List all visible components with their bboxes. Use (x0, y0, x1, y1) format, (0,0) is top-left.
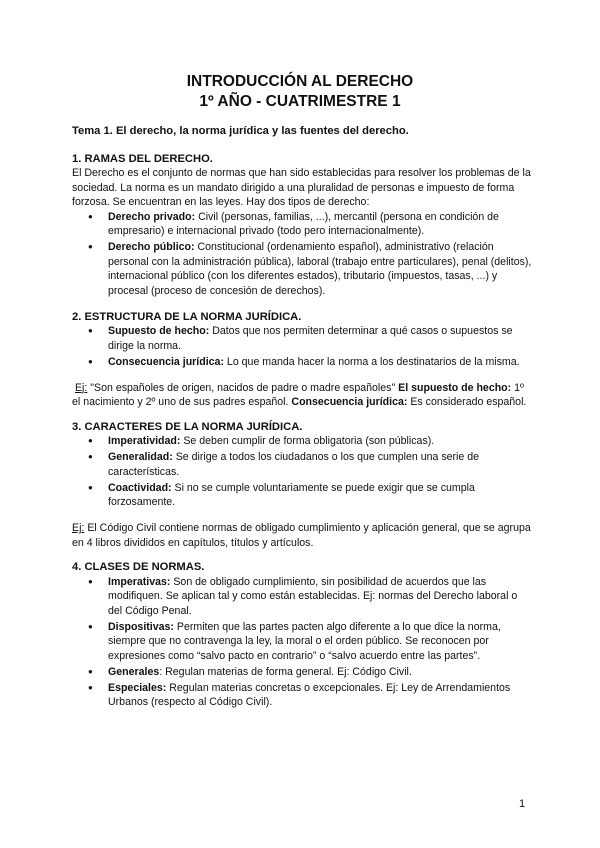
list-item-text: Lo que manda hacer la norma a los destinatarios de la misma. (223, 355, 520, 368)
list-item-text: Se deben cumplir de forma obligatoria (son públicas). (180, 435, 435, 447)
list-item-text: Se dirige a todos los ciudadanos o los que cumplen una serie de características. (108, 451, 480, 478)
example-label: Ej: (74, 381, 88, 394)
section-heading-clases: 4. CLASES DE NORMAS. (72, 561, 205, 573)
list-item-term: Generales (108, 665, 160, 678)
bullet-list-clases (72, 575, 534, 710)
list-item-text: Si no se cumple voluntariamente se puede exigir que se cumpla forzosamente. (108, 481, 475, 508)
bullet-list-estructura (72, 324, 534, 369)
section-intro-paragraph: El Derecho es el conjunto de normas que han sido establecidas para resolver los problemas de la sociedad. La norma es un mandato dirigido a una pluralidad de personas e impuesto de forma forzosa. Se encuentran en las leyes. Hay dos tipos de derecho: (72, 167, 531, 208)
list-item-text: : Regulan materias de forma general. Ej: Código Civil. (159, 665, 412, 678)
list-item (108, 481, 534, 510)
section-heading-caracteres: 3. CARACTERES DE LA NORMA JURÍDICA. (72, 420, 303, 433)
list-item-term: Imperativas: (108, 575, 171, 588)
example-quote: "Son españoles de origen, nacidos de padre o madre españoles" (87, 381, 399, 394)
list-item-text: Permiten que las partes pacten algo diferente a lo que dice la norma, siempre que no contravenga la ley, la moral o el orden público. Se reconocen por expresiones como “salvo pacto en contrario” o “salvo acuerdo entre las partes”. (108, 620, 501, 662)
section-heading-estructura: 2. ESTRUCTURA DE LA NORMA JURÍDICA. (72, 310, 302, 323)
list-item-term: Especiales: (108, 681, 167, 694)
list-item (108, 665, 534, 680)
list-item-term: Dispositivas: (108, 620, 174, 633)
example-paragraph (72, 381, 534, 410)
list-item-text: Son de obligado cumplimiento, sin posibilidad de acuerdos que las modifiquen. Se aplican tal y como están establecidas. Ej: normas del Derecho laboral o del Código Penal. (108, 575, 518, 617)
list-item-term: Coactividad: (108, 481, 172, 494)
list-item-term: Generalidad: (108, 451, 173, 463)
bullet-list-ramas (72, 210, 534, 299)
list-item-term: Derecho privado: (108, 210, 196, 223)
list-item-text: Civil (personas, familias, ...), mercantil (persona en condición de empresario) e internacional privado (todo pero internacionalmente). (108, 210, 499, 237)
example-text: 1º el nacimiento y 2º uno de sus padres español. (72, 381, 524, 408)
list-item-term: Derecho público: (108, 241, 195, 253)
list-item-text: Regulan materias concretas o excepcionales. Ej: Ley de Arrendamientos Urbanos (respecto al Código Civil). (108, 681, 511, 708)
list-item (108, 355, 534, 370)
list-item (108, 210, 534, 239)
example-term: El supuesto de hecho: (398, 381, 512, 394)
example-label: Ej: (72, 522, 85, 534)
list-item (108, 324, 534, 353)
section-heading-ramas: 1. RAMAS DEL DERECHO. (72, 152, 213, 165)
document-title: INTRODUCCIÓN AL DERECHO (186, 73, 414, 90)
list-item (108, 240, 534, 298)
bullet-list-caracteres (72, 434, 534, 510)
list-item-text: Constitucional (ordenamiento español), administrativo (relación personal con la administración pública), laboral (trabajo entre particulares), penal (delitos), internacional público (con los diferentes estados), tributario (impuestos, tasas, ...) y procesal (proceso de concesión de derechos). (108, 241, 532, 297)
example-text: El Código Civil contiene normas de obligado cumplimiento y aplicación general, que se agrupa en 4 libros divididos en capítulos, títulos y artículos. (72, 522, 531, 549)
list-item (108, 575, 534, 619)
list-item (108, 620, 534, 664)
list-item (108, 681, 534, 710)
topic-heading: Tema 1. El derecho, la norma jurídica y las fuentes del derecho. (72, 125, 409, 137)
list-item (108, 434, 534, 449)
document-body (72, 124, 534, 711)
page-number: 1 (519, 798, 526, 810)
document-subtitle: 1º AÑO - CUATRIMESTRE 1 (199, 93, 401, 110)
list-item-term: Supuesto de hecho: (108, 325, 210, 337)
list-item-term: Consecuencia jurídica: (108, 355, 224, 368)
example-paragraph (72, 521, 534, 550)
example-text: Es considerado español. (407, 396, 527, 408)
list-item (108, 450, 534, 479)
list-item-term: Imperatividad: (108, 435, 181, 447)
list-item-text: Datos que nos permiten determinar a qué casos o supuestos se dirige la norma. (108, 325, 513, 352)
example-term: Consecuencia jurídica: (291, 396, 408, 408)
